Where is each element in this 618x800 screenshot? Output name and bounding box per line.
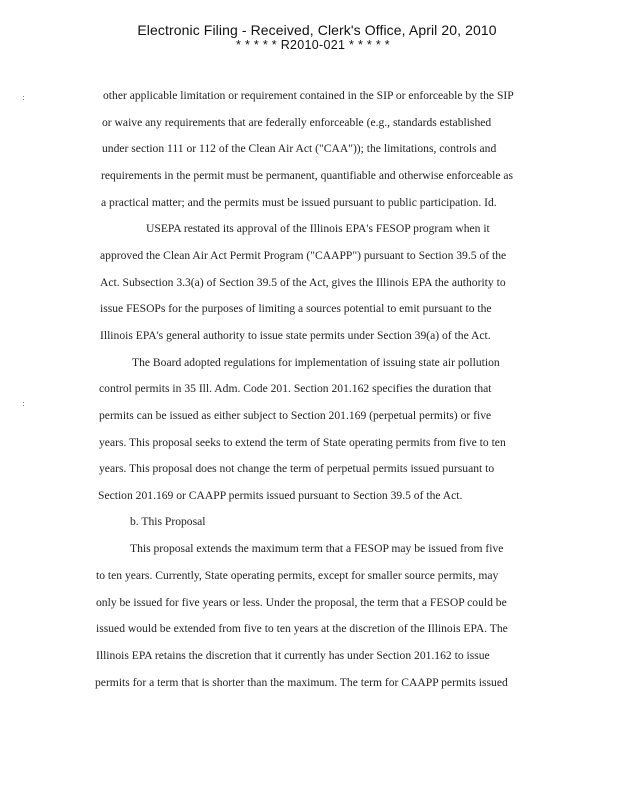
body-line-6: USEPA restated its approval of the Illinois EPA's FESOP program when it <box>146 222 490 235</box>
body-line-8: Act. Subsection 3.3(a) of Section 39.5 of the Act, gives the Illinois EPA the authority to <box>100 276 506 289</box>
body-line-21: issued would be extended from five to ten years at the discretion of the Illinois EPA. The <box>96 622 508 635</box>
body-line-5: a practical matter; and the permits must be issued pursuant to public participation. Id. <box>101 196 497 209</box>
margin-mark-top: : <box>22 93 25 102</box>
body-line-4: requirements in the permit must be permanent, quantifiable and otherwise enforceable as <box>101 169 514 182</box>
body-line-7: approved the Clean Air Act Permit Program ("CAAPP") pursuant to Section 39.5 of the <box>100 249 507 262</box>
body-line-1: other applicable limitation or requirement contained in the SIP or enforceable by the SIP <box>103 89 514 102</box>
section-heading: b. This Proposal <box>130 515 206 528</box>
body-line-16: Section 201.169 or CAAPP permits issued pursuant to Section 39.5 of the Act. <box>98 489 463 502</box>
header-doc-id: * * * * * R2010-021 * * * * * <box>236 38 390 52</box>
header-title: Electronic Filing - Received, Clerk's Office, April 20, 2010 <box>137 22 497 38</box>
margin-mark-middle: : <box>22 399 25 408</box>
body-line-23: permits for a term that is shorter than the maximum. The term for CAAPP permits issued <box>95 676 508 689</box>
body-line-18: This proposal extends the maximum term that a FESOP may be issued from five <box>130 542 504 555</box>
body-line-15: years. This proposal does not change the term of perpetual permits issued pursuant to <box>99 462 495 475</box>
body-line-11: The Board adopted regulations for implementation of issuing state air pollution <box>132 356 500 369</box>
body-line-9: issue FESOPs for the purposes of limiting a sources potential to emit pursuant to the <box>100 302 492 315</box>
body-line-19: to ten years. Currently, State operating permits, except for smaller source permits, may <box>96 569 499 582</box>
body-line-3: under section 111 or 112 of the Clean Air Act ("CAA")); the limitations, controls and <box>102 142 497 155</box>
body-line-20: only be issued for five years or less. Under the proposal, the term that a FESOP could be <box>96 596 507 609</box>
body-line-14: years. This proposal seeks to extend the term of State operating permits from five to ten <box>99 436 506 449</box>
body-line-13: permits can be issued as either subject to Section 201.169 (perpetual permits) or five <box>99 409 492 422</box>
body-line-12: control permits in 35 Ill. Adm. Code 201. Section 201.162 specifies the duration that <box>99 382 492 395</box>
body-line-10: Illinois EPA's general authority to issue state permits under Section 39(a) of the Act. <box>100 329 491 342</box>
body-line-2: or waive any requirements that are federally enforceable (e.g., standards established <box>102 116 492 129</box>
body-line-22: Illinois EPA retains the discretion that it currently has under Section 201.162 to issue <box>96 649 490 662</box>
